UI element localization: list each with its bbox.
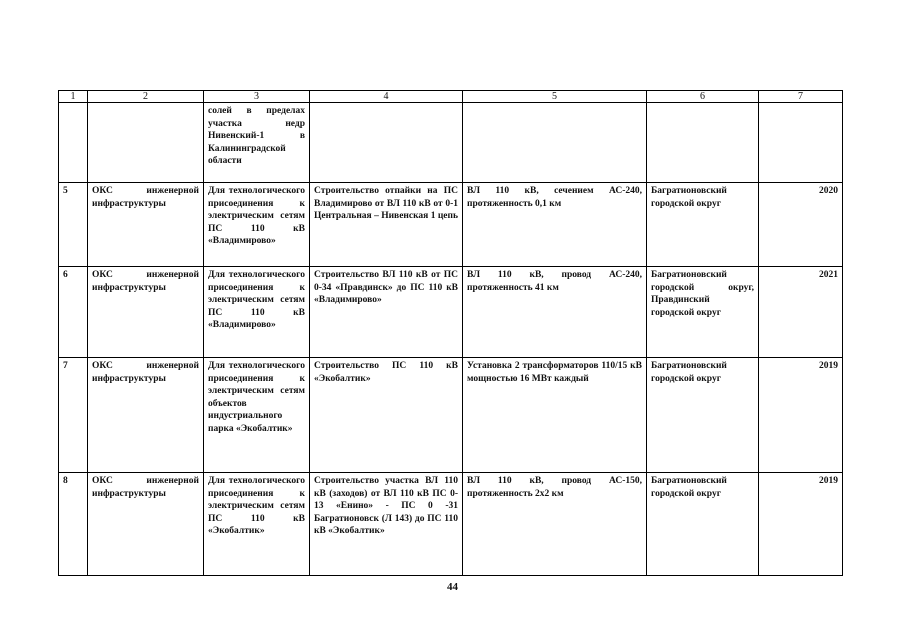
object-type: ОКС инженерной инфраструктуры: [88, 267, 204, 358]
table-row: [59, 267, 843, 358]
object-location: Багратионовский городской округ: [647, 183, 759, 267]
infrastructure-table: [58, 90, 843, 576]
column-header: 6: [647, 91, 759, 103]
object-params: ВЛ 110 кВ, сечением АС-240, протяженность 0,1 км: [463, 183, 647, 267]
object-location: Багратионовский городской округ: [647, 358, 759, 473]
object-purpose: Для технологического присоединения к электрическим сетям ПС 110 кВ «Экобалтик»: [204, 473, 310, 576]
object-year: [759, 103, 843, 183]
header-row: [59, 91, 843, 103]
row-number: 8: [59, 473, 88, 576]
column-header: 7: [759, 91, 843, 103]
column-header: 1: [59, 91, 88, 103]
object-name: Строительство ВЛ 110 кВ от ПС 0-34 «Правдинск» до ПС 110 кВ «Владимирово»: [310, 267, 463, 358]
object-name: Строительство участка ВЛ 110 кВ (заходов) от ВЛ 110 кВ ПС 0-13 «Енино» - ПС 0 -31 Багратионовск (Л 143) до ПС 110 кВ «Экобалтик»: [310, 473, 463, 576]
object-type: ОКС инженерной инфраструктуры: [88, 358, 204, 473]
object-year: 2019: [759, 473, 843, 576]
object-params: Установка 2 трансформаторов 110/15 кВ мощностью 16 МВт каждый: [463, 358, 647, 473]
table-row: [59, 103, 843, 183]
column-header: 3: [204, 91, 310, 103]
row-number: [59, 103, 88, 183]
column-header: 4: [310, 91, 463, 103]
page-number: 44: [447, 581, 458, 593]
object-purpose: солей в пределах участка недр Нивенский-1 в Калининградской области: [204, 103, 310, 183]
object-params: ВЛ 110 кВ, провод АС-150, протяженность 2х2 км: [463, 473, 647, 576]
object-name: Строительство отпайки на ПС Владимирово от ВЛ 110 кВ от 0-1 Центральная – Нивенская 1 цепь: [310, 183, 463, 267]
object-purpose: Для технологического присоединения к электрическим сетям ПС 110 кВ «Владимирово»: [204, 267, 310, 358]
object-year: 2021: [759, 267, 843, 358]
object-name: [310, 103, 463, 183]
object-year: 2020: [759, 183, 843, 267]
row-number: 5: [59, 183, 88, 267]
object-type: ОКС инженерной инфраструктуры: [88, 473, 204, 576]
column-header: 2: [88, 91, 204, 103]
row-number: 6: [59, 267, 88, 358]
table-row: [59, 358, 843, 473]
column-header: 5: [463, 91, 647, 103]
object-location: [647, 103, 759, 183]
row-number: 7: [59, 358, 88, 473]
object-location: Багратионовский городской округ, Правдинский городской округ: [647, 267, 759, 358]
table-row: [59, 183, 843, 267]
table-row: [59, 473, 843, 576]
object-params: [463, 103, 647, 183]
object-purpose: Для технологического присоединения к электрическим сетям ПС 110 кВ «Владимирово»: [204, 183, 310, 267]
object-name: Строительство ПС 110 кВ «Экобалтик»: [310, 358, 463, 473]
object-location: Багратионовский городской округ: [647, 473, 759, 576]
object-type: [88, 103, 204, 183]
object-purpose: Для технологического присоединения к электрическим сетям объектов индустриального парка «Экобалтик»: [204, 358, 310, 473]
object-type: ОКС инженерной инфраструктуры: [88, 183, 204, 267]
object-year: 2019: [759, 358, 843, 473]
object-params: ВЛ 110 кВ, провод АС-240, протяженность 41 км: [463, 267, 647, 358]
